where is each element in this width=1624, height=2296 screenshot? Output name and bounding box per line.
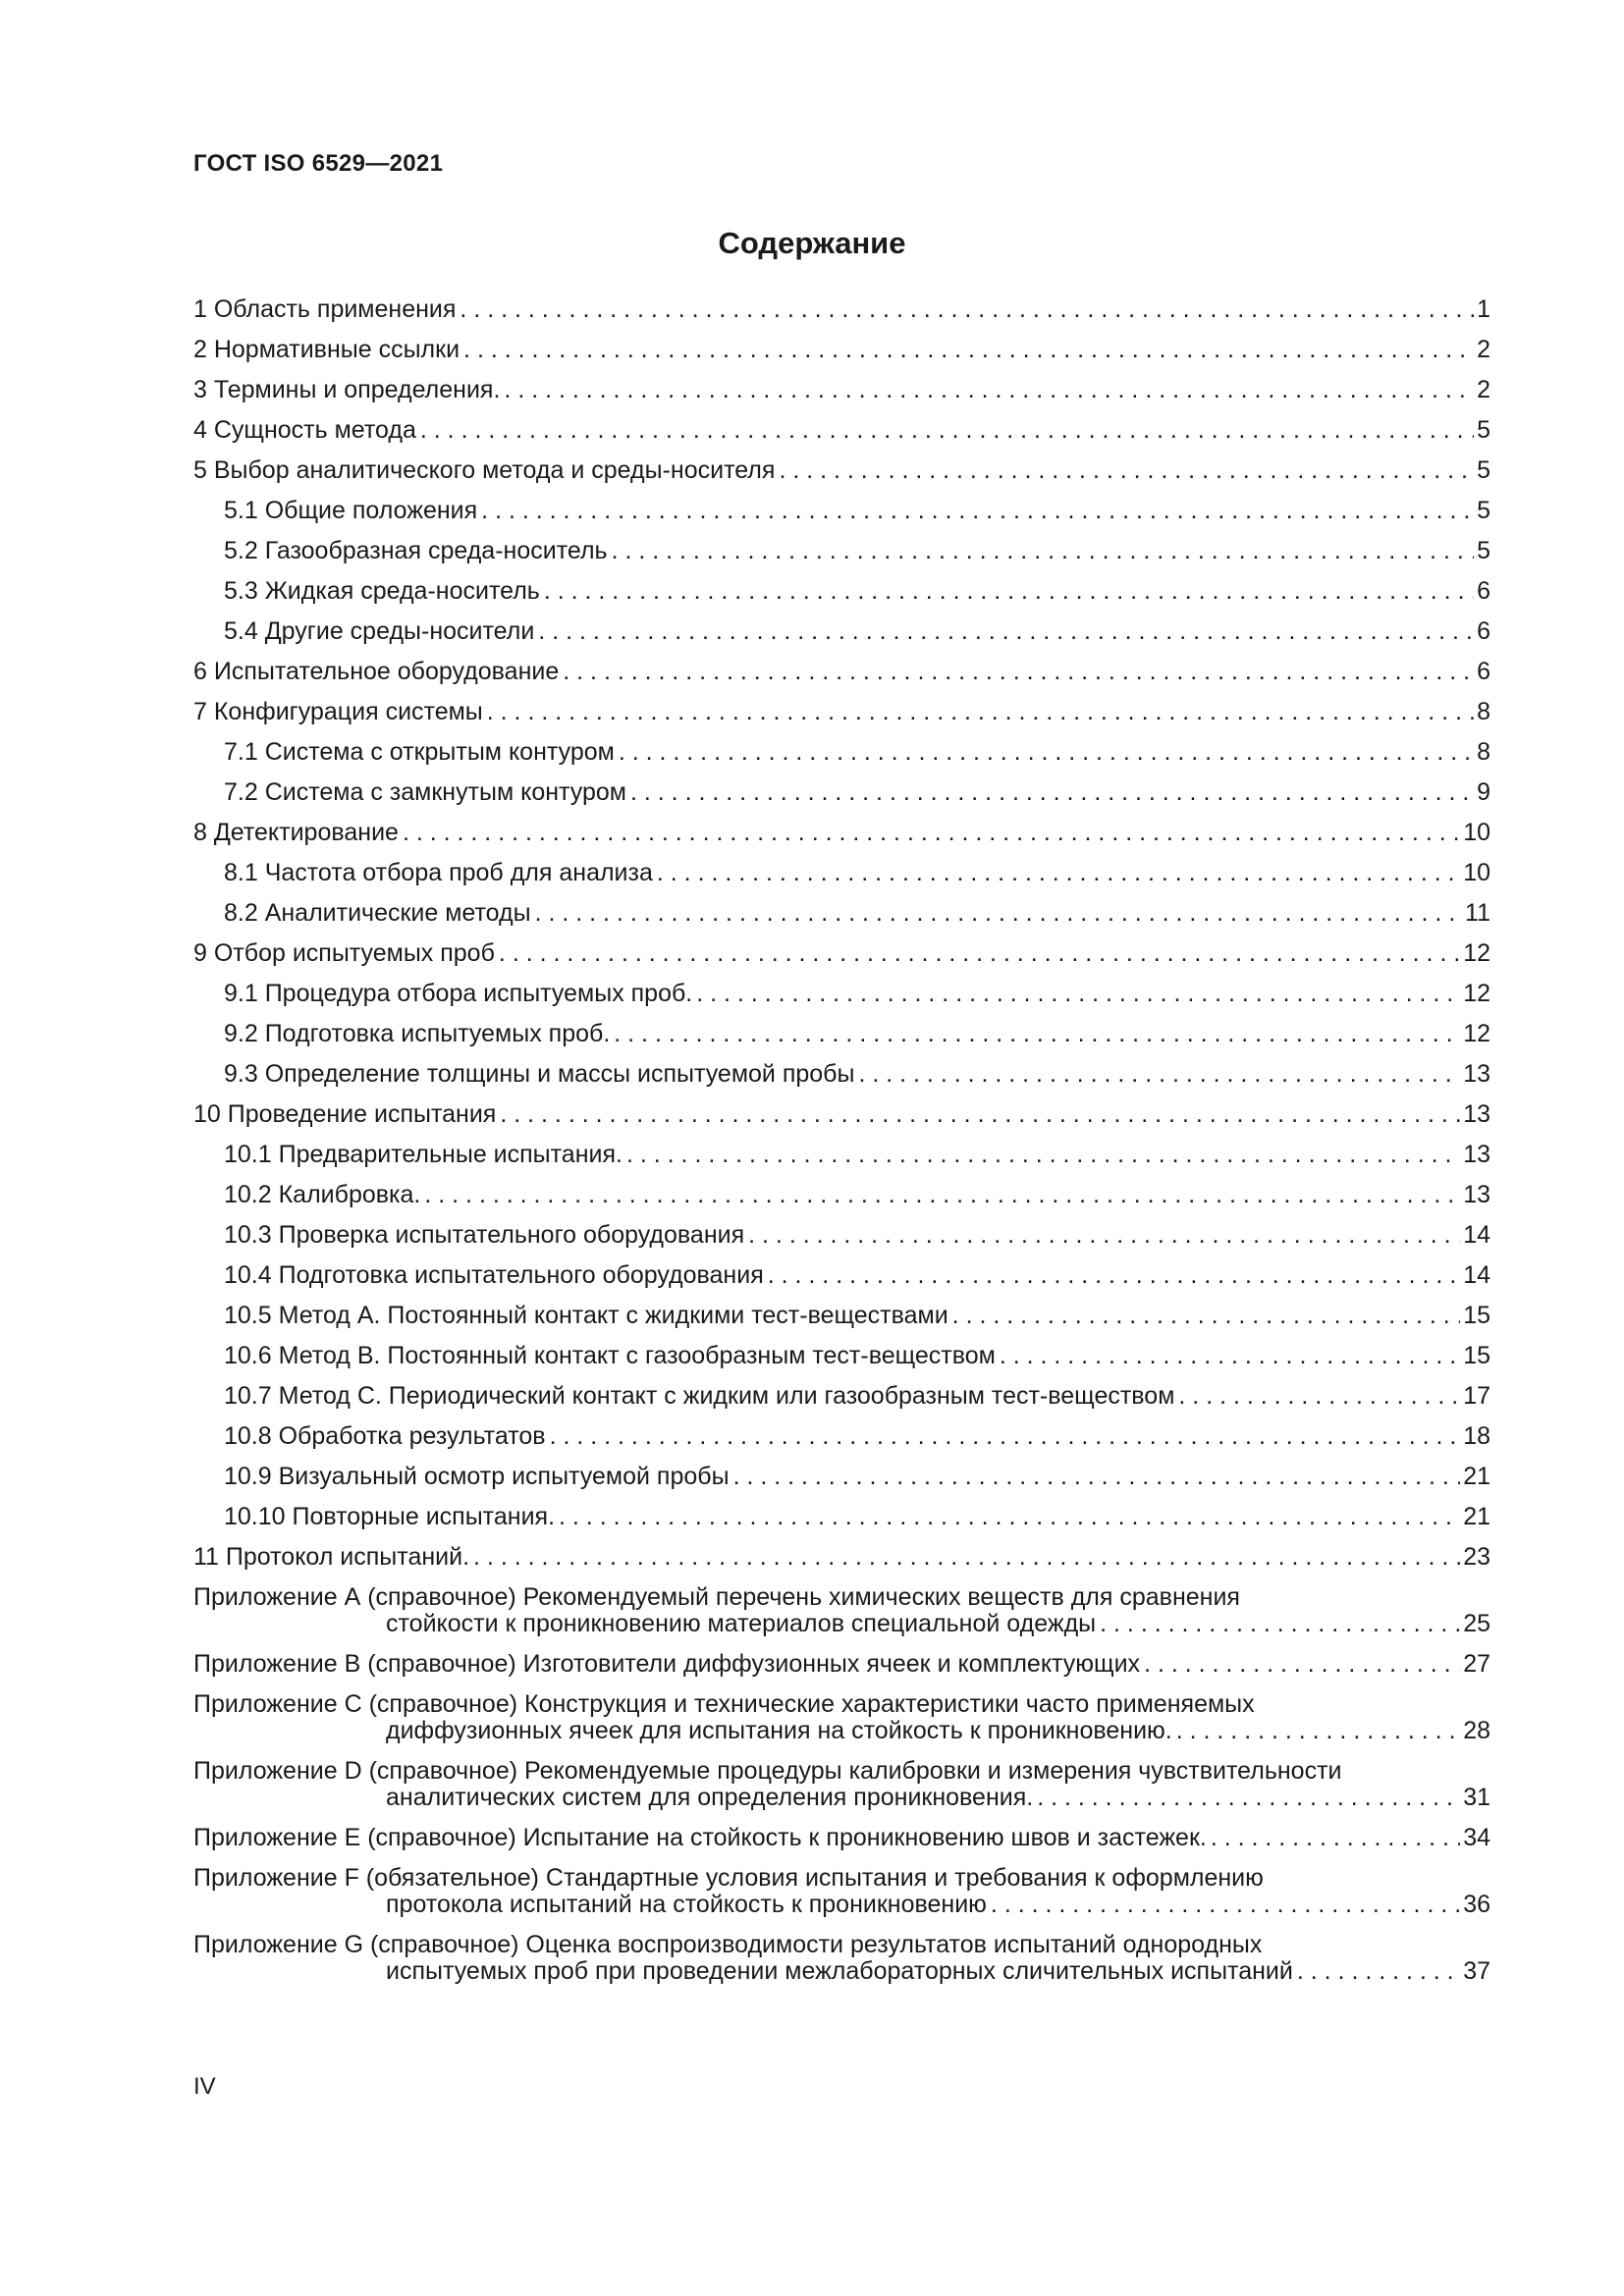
toc-page-number: 13 — [1463, 1060, 1490, 1088]
dot-leader — [499, 934, 1460, 974]
toc-page-number: 8 — [1477, 738, 1490, 766]
toc-entry-title-line1: Приложение С (справочное) Конструкция и технические характеристики часто применяемых — [193, 1690, 1255, 1718]
toc-page-number: 9 — [1477, 778, 1490, 806]
toc-subentry[interactable] — [193, 974, 1490, 1014]
dot-leader — [544, 571, 1474, 612]
toc-entry[interactable] — [193, 1537, 1490, 1577]
toc-page-number: 12 — [1463, 1020, 1490, 1047]
dot-leader — [473, 1537, 1460, 1577]
toc-entry-title-line2: диффузионных ячеек для испытания на стойкость к проникновению. — [386, 1717, 1172, 1744]
toc-entry-title: 10.9 Визуальный осмотр испытуемой пробы — [224, 1463, 730, 1490]
toc-page-number: 17 — [1463, 1382, 1490, 1410]
toc-entry-title: 9.2 Подготовка испытуемых проб. — [224, 1020, 611, 1047]
toc-subentry[interactable] — [193, 1336, 1490, 1376]
dot-leader — [403, 813, 1460, 853]
toc-subentry[interactable] — [193, 1296, 1490, 1336]
toc-entry-title: 1 Область применения — [193, 295, 457, 323]
toc-entry-title: 5.3 Жидкая среда-носитель — [224, 577, 540, 605]
toc-subentry[interactable] — [193, 1497, 1490, 1537]
toc-page-number: 2 — [1477, 376, 1490, 403]
toc-page-number: 14 — [1463, 1261, 1490, 1289]
toc-entry-title: 8.1 Частота отбора проб для анализа — [224, 859, 653, 886]
dot-leader — [952, 1296, 1461, 1336]
toc-entry[interactable] — [193, 813, 1490, 853]
toc-page-number: 6 — [1477, 617, 1490, 645]
toc-page-number: 12 — [1463, 980, 1490, 1007]
dot-leader — [696, 974, 1460, 1014]
toc-entry-title: 10.7 Метод С. Периодический контакт с жидким или газообразным тест-веществом — [224, 1382, 1175, 1410]
toc-entry-title-line1: Приложение А (справочное) Рекомендуемый перечень химических веществ для сравнения — [193, 1583, 1240, 1611]
toc-entry-title: 6 Испытательное оборудование — [193, 658, 560, 685]
dot-leader — [626, 1135, 1460, 1175]
dot-leader — [460, 290, 1474, 330]
toc-page-number: 23 — [1463, 1543, 1490, 1571]
dot-leader — [559, 1497, 1460, 1537]
toc-page-number: 27 — [1463, 1650, 1490, 1678]
toc-page-number: 5 — [1477, 537, 1490, 564]
toc-entry[interactable] — [193, 1095, 1490, 1135]
dot-leader — [538, 612, 1474, 652]
toc-page-number: 25 — [1463, 1610, 1490, 1637]
toc-subentry[interactable] — [193, 1175, 1490, 1215]
toc-entry-title-line2: протокола испытаний на стойкость к проникновению — [386, 1891, 987, 1918]
dot-leader — [612, 531, 1475, 571]
toc-page-number: 31 — [1463, 1784, 1490, 1811]
toc-entry-title: 10.2 Калибровка. — [224, 1181, 421, 1208]
toc-page-number: 13 — [1463, 1181, 1490, 1208]
toc-page-number: 5 — [1477, 497, 1490, 524]
toc-page-number: 5 — [1477, 416, 1490, 444]
toc-subentry[interactable] — [193, 531, 1490, 571]
toc-subentry[interactable] — [193, 1014, 1490, 1054]
toc-subentry[interactable] — [193, 1135, 1490, 1175]
toc-entry-title: 7.2 Система с замкнутым контуром — [224, 778, 626, 806]
toc-page-number: 6 — [1477, 577, 1490, 605]
dot-leader — [1297, 1951, 1460, 1992]
dot-leader — [535, 893, 1462, 934]
toc-entry-title: 10.10 Повторные испытания. — [224, 1503, 556, 1530]
dot-leader — [619, 732, 1474, 773]
dot-leader — [1211, 1818, 1460, 1858]
toc-subentry[interactable] — [193, 1255, 1490, 1296]
toc-subentry[interactable] — [193, 1416, 1490, 1457]
dot-leader — [487, 692, 1474, 732]
toc-entry-title: 11 Протокол испытаний. — [193, 1543, 470, 1571]
dot-leader — [481, 491, 1474, 531]
toc-subentry[interactable] — [193, 1054, 1490, 1095]
toc-entry-title: 7.1 Система с открытым контуром — [224, 738, 615, 766]
toc-subentry[interactable] — [193, 893, 1490, 934]
toc-entry[interactable] — [193, 451, 1490, 491]
toc-entry-title: 5.2 Газообразная среда-носитель — [224, 537, 608, 564]
toc-appendix-entry[interactable] — [193, 1818, 1490, 1858]
toc-entry-title: 5.1 Общие положения — [224, 497, 478, 524]
toc-entry-title-line1: Приложение G (справочное) Оценка воспроизводимости результатов испытаний однородных — [193, 1931, 1263, 1958]
toc-entry-title: 10.1 Предварительные испытания. — [224, 1141, 623, 1168]
toc-page-number: 15 — [1463, 1342, 1490, 1369]
dot-leader — [768, 1255, 1460, 1296]
toc-page-number: 12 — [1463, 939, 1490, 967]
toc-page-number: 13 — [1463, 1100, 1490, 1128]
toc-page-number: 1 — [1477, 295, 1490, 323]
page-title: Содержание — [718, 226, 906, 260]
toc-entry-title: 5 Выбор аналитического метода и среды-носителя — [193, 456, 776, 484]
toc-page-number: 34 — [1463, 1824, 1490, 1851]
toc-page-number: 21 — [1463, 1463, 1490, 1490]
dot-leader — [991, 1885, 1460, 1925]
toc-entry-title: 8.2 Аналитические методы — [224, 899, 531, 927]
toc-appendix-entry[interactable] — [193, 1684, 1490, 1751]
dot-leader — [420, 410, 1474, 451]
toc-entry-title: 10.6 Метод В. Постоянный контакт с газообразным тест-веществом — [224, 1342, 996, 1369]
toc-appendix-entry[interactable] — [193, 1925, 1490, 1992]
dot-leader — [1100, 1604, 1460, 1644]
toc-entry-title-line2: стойкости к проникновению материалов специальной одежды — [386, 1610, 1097, 1637]
toc-page-number: 18 — [1463, 1422, 1490, 1450]
toc-entry-title-line2: испытуемых проб при проведении межлабораторных сличительных испытаний — [386, 1957, 1293, 1985]
dot-leader — [858, 1054, 1460, 1095]
toc-subentry[interactable] — [193, 1457, 1490, 1497]
toc-entry-title: 3 Термины и определения. — [193, 376, 501, 403]
toc-subentry[interactable] — [193, 612, 1490, 652]
toc-entry-title: 2 Нормативные ссылки — [193, 336, 460, 363]
toc-subentry[interactable] — [193, 773, 1490, 813]
toc-entry-title: Приложение В (справочное) Изготовители диффузионных ячеек и комплектующих — [193, 1650, 1141, 1678]
page-number-footer: IV — [193, 2073, 216, 2100]
toc-page-number: 5 — [1477, 456, 1490, 484]
toc-entry-title: 9.1 Процедура отбора испытуемых проб. — [224, 980, 693, 1007]
toc-subentry[interactable] — [193, 1376, 1490, 1416]
dot-leader — [500, 1095, 1460, 1135]
toc-entry-title: 10.3 Проверка испытательного оборудования — [224, 1221, 745, 1249]
dot-leader — [563, 652, 1474, 692]
dot-leader — [614, 1014, 1460, 1054]
toc-page-number: 36 — [1463, 1891, 1490, 1918]
toc-entry[interactable] — [193, 330, 1490, 370]
toc-page-number: 15 — [1463, 1302, 1490, 1329]
toc-appendix-entry[interactable] — [193, 1751, 1490, 1818]
toc-appendix-entry[interactable] — [193, 1858, 1490, 1925]
toc-page-number: 37 — [1463, 1957, 1490, 1985]
toc-entry[interactable] — [193, 410, 1490, 451]
toc-entry[interactable] — [193, 652, 1490, 692]
dot-leader — [1178, 1376, 1460, 1416]
toc-entry-title: 8 Детектирование — [193, 819, 399, 846]
toc-entry-title-line1: Приложение D (справочное) Рекомендуемые процедуры калибровки и измерения чувствительности — [193, 1757, 1342, 1785]
toc-page-number: 8 — [1477, 698, 1490, 725]
dot-leader — [1000, 1336, 1460, 1376]
toc-subentry[interactable] — [193, 571, 1490, 612]
toc-page-number: 10 — [1463, 819, 1490, 846]
toc-subentry[interactable] — [193, 1215, 1490, 1255]
toc-subentry[interactable] — [193, 732, 1490, 773]
document-header: ГОСТ ISO 6529—2021 — [193, 150, 444, 177]
toc-entry-title: Приложение Е (справочное) Испытание на стойкость к проникновению швов и застежек. — [193, 1824, 1207, 1851]
toc-entry-title-line2: аналитических систем для определения проникновения. — [386, 1784, 1034, 1811]
toc-entry-title: 9.3 Определение толщины и массы испытуемой пробы — [224, 1060, 855, 1088]
toc-entry-title: 5.4 Другие среды-носители — [224, 617, 535, 645]
toc-page-number: 21 — [1463, 1503, 1490, 1530]
toc-entry-title: 4 Сущность метода — [193, 416, 416, 444]
dot-leader — [630, 773, 1474, 813]
toc-entry-title: 10 Проведение испытания — [193, 1100, 497, 1128]
toc-page-number: 14 — [1463, 1221, 1490, 1249]
dot-leader — [1144, 1644, 1460, 1684]
dot-leader — [424, 1175, 1460, 1215]
toc-page-number: 13 — [1463, 1141, 1490, 1168]
toc-appendix-entry[interactable] — [193, 1644, 1490, 1684]
toc-page-number: 6 — [1477, 658, 1490, 685]
toc-page-number: 2 — [1477, 336, 1490, 363]
dot-leader — [657, 853, 1460, 893]
toc-subentry[interactable] — [193, 853, 1490, 893]
dot-leader — [463, 330, 1474, 370]
dot-leader — [550, 1416, 1461, 1457]
toc-entry-title-line1: Приложение F (обязательное) Стандартные условия испытания и требования к оформлению — [193, 1864, 1264, 1892]
dot-leader — [779, 451, 1474, 491]
toc-entry-title: 9 Отбор испытуемых проб — [193, 939, 495, 967]
toc-entry-title: 10.5 Метод А. Постоянный контакт с жидкими тест-веществами — [224, 1302, 948, 1329]
toc-subentry[interactable] — [193, 491, 1490, 531]
dot-leader — [504, 370, 1474, 410]
toc-entry-title: 10.4 Подготовка испытательного оборудования — [224, 1261, 764, 1289]
toc-entry[interactable] — [193, 290, 1490, 330]
toc-entry[interactable] — [193, 934, 1490, 974]
toc-page-number: 11 — [1465, 899, 1490, 927]
toc-entry[interactable] — [193, 370, 1490, 410]
toc-page-number: 10 — [1463, 859, 1490, 886]
dot-leader — [748, 1215, 1460, 1255]
toc-page-number: 28 — [1463, 1717, 1490, 1744]
toc-entry[interactable] — [193, 692, 1490, 732]
toc-appendix-entry[interactable] — [193, 1577, 1490, 1644]
table-of-contents — [193, 290, 1490, 1992]
toc-entry-title: 7 Конфигурация системы — [193, 698, 483, 725]
toc-entry-title: 10.8 Обработка результатов — [224, 1422, 546, 1450]
dot-leader — [1176, 1711, 1460, 1751]
dot-leader — [1037, 1778, 1460, 1818]
dot-leader — [733, 1457, 1461, 1497]
